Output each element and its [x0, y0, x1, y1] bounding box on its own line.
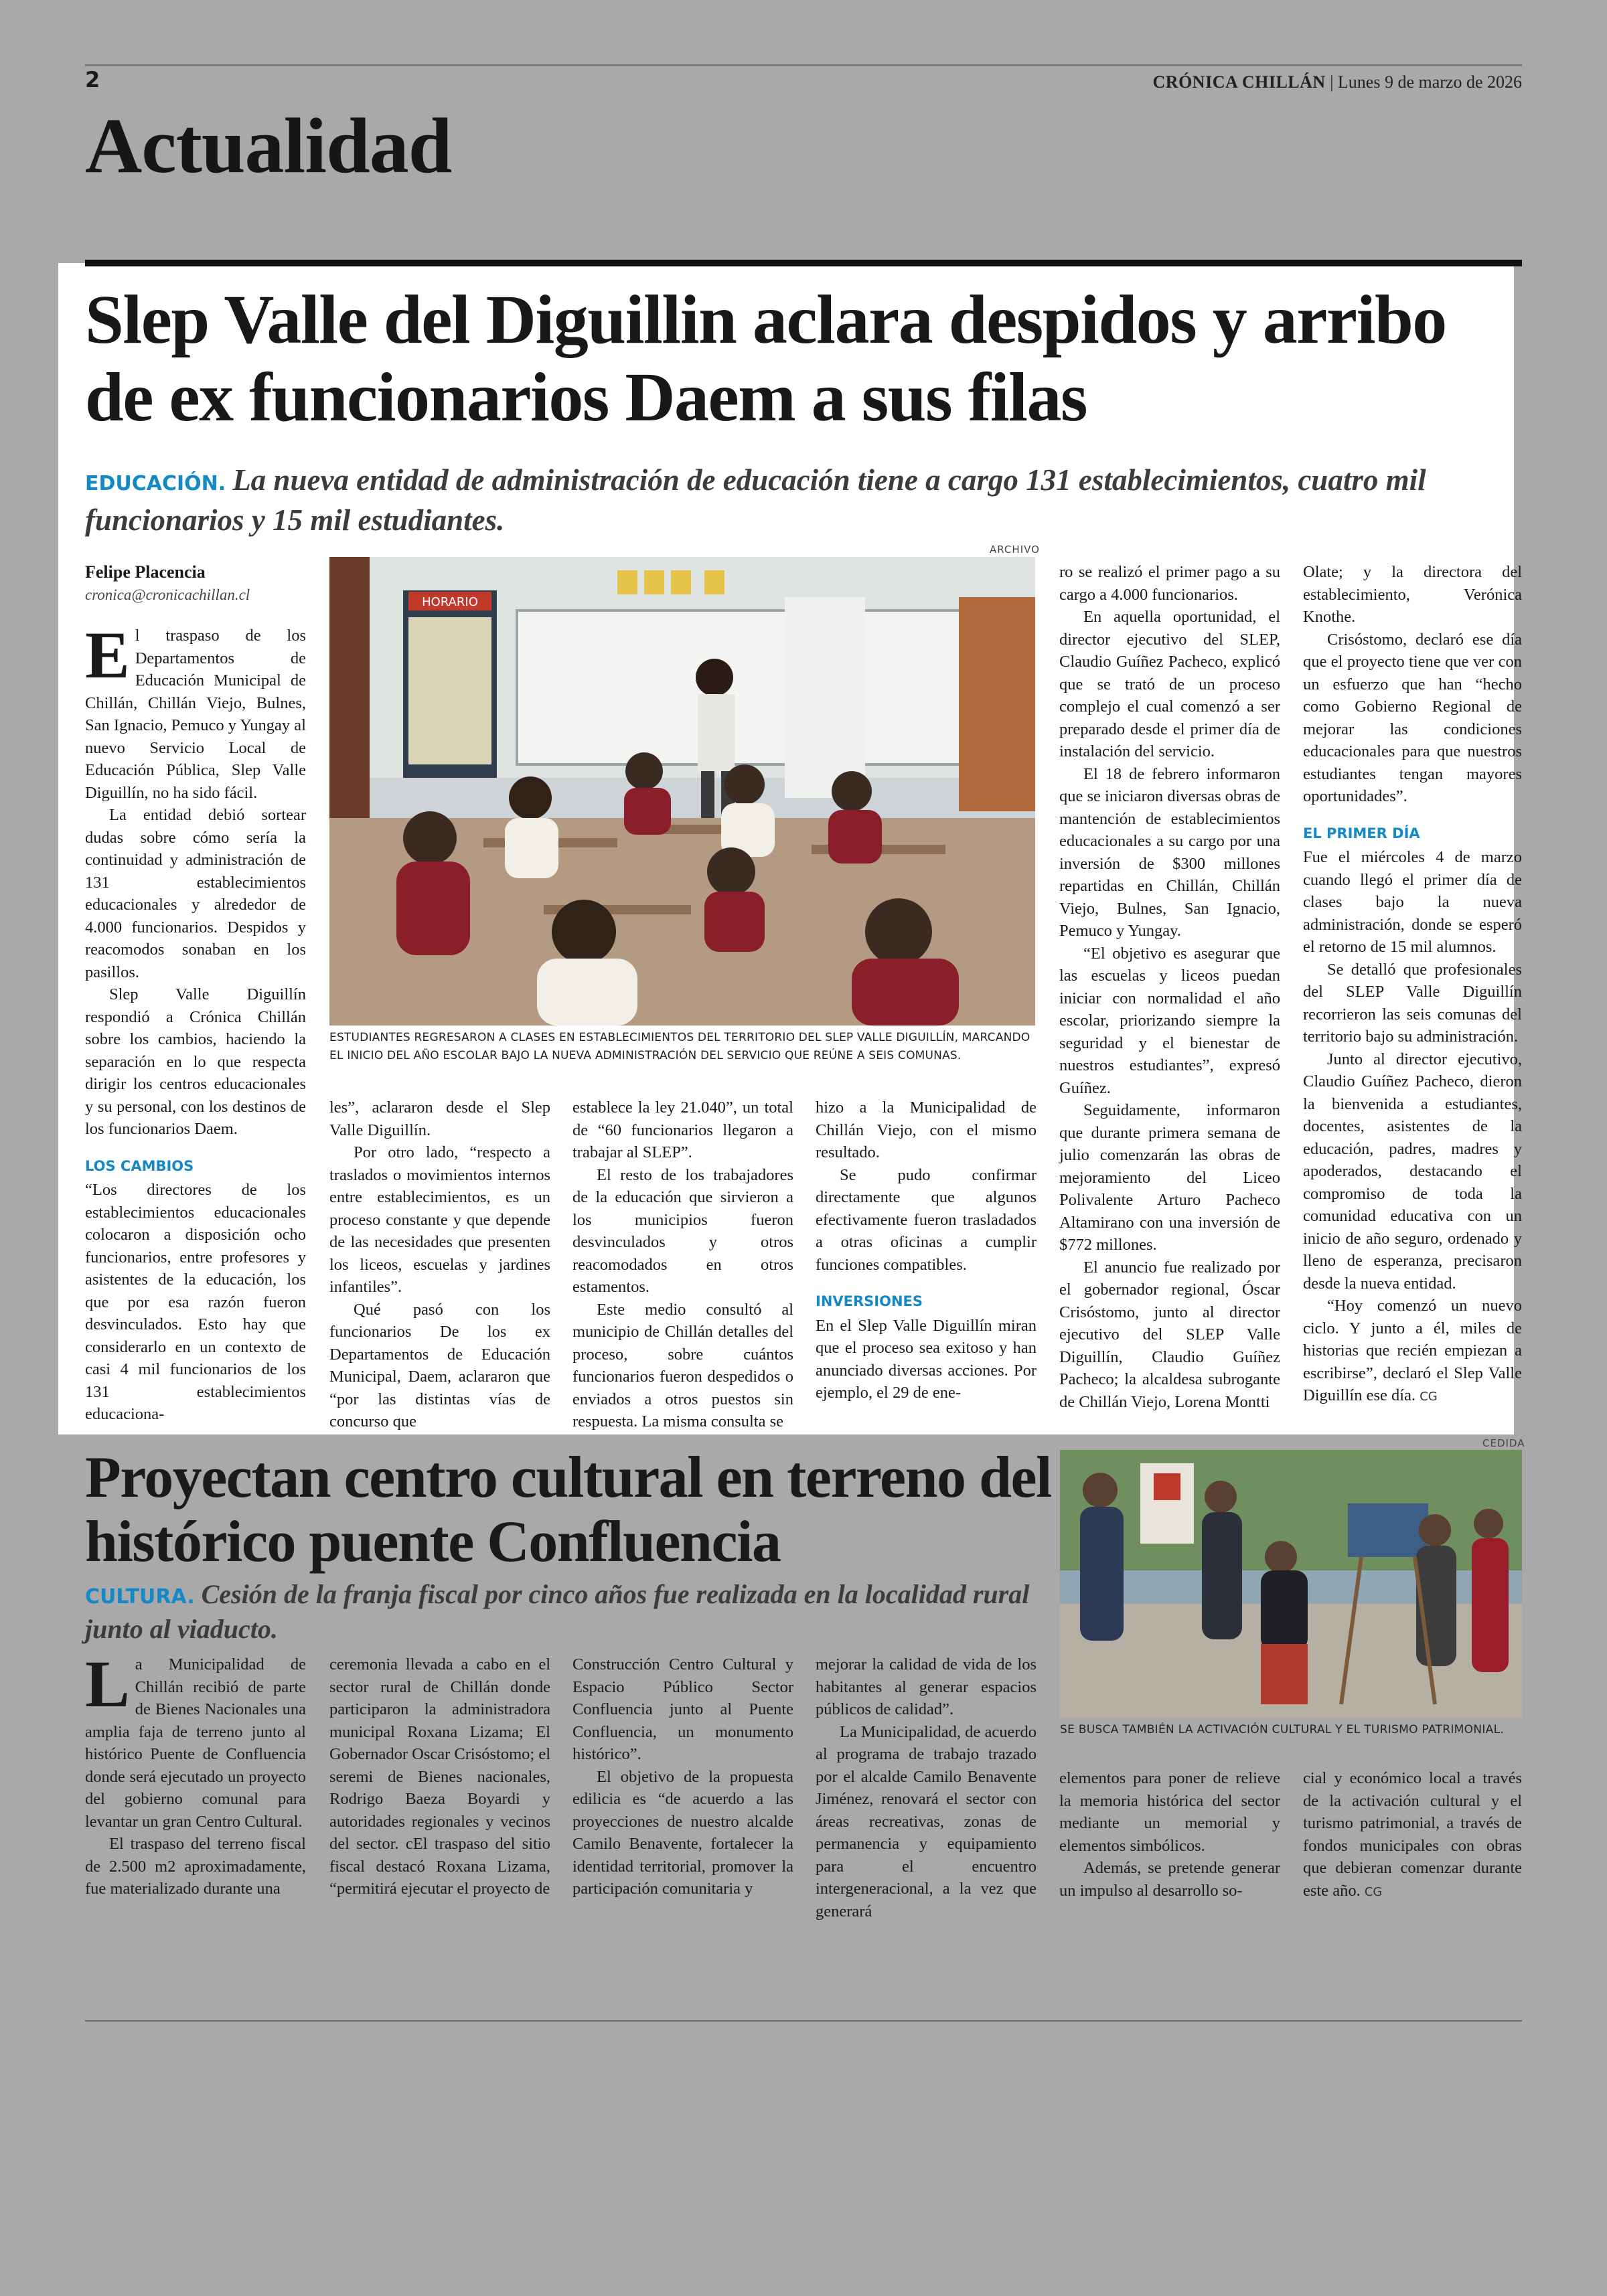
article-2-column-1: [85, 1647, 306, 1900]
article-2-kicker: CULTURA.: [85, 1585, 195, 1609]
paragraph: El anuncio fue realizado por el gobernador regional, Óscar Crisóstomo, junto al director ejecutivo del SLEP Valle Diguillín, Claudio Guíñez Pacheco; la alcaldesa subrogante de Chillán Viejo, Lorena Montti: [1059, 1258, 1280, 1411]
board-sign-text: HORARIO: [422, 595, 478, 609]
paragraph: Se pudo confirmar directamente que algunos efectivamente fueron trasladados a otras oficinas a cumplir funciones compatibles.: [816, 1165, 1037, 1274]
photo-2-credit: CEDIDA: [1482, 1437, 1525, 1449]
article-1-top-rule: [85, 260, 1522, 266]
paragraph: La Municipalidad, de acuerdo al programa de trabajo trazado por el alcalde Camilo Benavente Jiménez, renovará el sector con áreas recreativas, zonas de permanencia y equipamiento para el encuentro intergeneracional, a la vez que generará: [816, 1722, 1037, 1920]
subhead-inversiones: INVERSIONES: [816, 1293, 923, 1309]
article-1-column-1: [85, 618, 306, 1426]
paragraph: En aquella oportunidad, el director ejecutivo del SLEP, Claudio Guíñez Pacheco, explicó que se trató de un proceso complejo el cual comenzó a ser preparado desde el primer día de instalación del servicio.: [1059, 608, 1280, 760]
paragraph: “El objetivo es asegurar que las escuelas y liceos puedan iniciar con normalidad el año escolar, priorizando siempre la seguridad y el bienestar de nuestros estudiantes”, expresó Guíñez.: [1059, 944, 1280, 1097]
classroom-photo: [329, 557, 1035, 1026]
subhead-primer-dia: EL PRIMER DÍA: [1303, 825, 1420, 841]
article-1-author: Felipe Placencia: [85, 562, 206, 582]
photo-2-caption: SE BUSCA TAMBIÉN LA ACTIVACIÓN CULTURAL Y EL TURISMO PATRIMONIAL.: [1060, 1723, 1505, 1736]
publication-name: CRÓNICA CHILLÁN: [1152, 72, 1326, 92]
footer-rule: [85, 2020, 1522, 2022]
ceremony-photo: [1060, 1450, 1522, 1718]
article-2-column-4: [816, 1653, 1037, 1922]
paragraph: a Municipalidad de Chillán recibió de parte de Bienes Nacionales una amplia faja de terreno junto al histórico Puente de Confluencia donde será ejecutado un proyecto del gobierno comunal para levantar un gran Centro Cultural.: [85, 1655, 306, 1831]
paragraph: [1303, 1295, 1522, 1408]
paragraph: Construcción Centro Cultural y Espacio Público Sector Confluencia junto al Puente Confluencia, un monumento histórico”.: [572, 1655, 793, 1763]
paragraph: Por otro lado, “respecto a traslados o movimientos internos entre establecimientos, es un proceso constante y que depende de las necesidades que presenten los liceos, escuelas y jardines infantiles”.: [329, 1143, 550, 1296]
classroom-illustration: [329, 557, 1035, 1026]
article-2-deck: [85, 1578, 1056, 1645]
paragraph: Seguidamente, informaron que durante primera semana de julio comenzarán las obras de mejoramiento del Liceo Polivalente Arturo Pacheco Altamirano con una inversión de $772 millones.: [1059, 1101, 1280, 1254]
article-2-column-2: [329, 1653, 550, 1900]
article-1-deck-text: La nueva entidad de administración de educación tiene a cargo 131 establecimientos, cuatro mil funcionarios y 15 mil estudiantes.: [85, 463, 1426, 537]
closing-text: cial y económico local a través de la activación cultural y el turismo patrimonial, a través de fondos municipales con obras que debieran comenzar durante este año.: [1303, 1769, 1522, 1900]
section-title: Actualidad: [85, 102, 452, 189]
article-1-column-4: [816, 1096, 1037, 1404]
ceremony-illustration: [1060, 1450, 1522, 1718]
article-1-column-5: [1059, 561, 1280, 1413]
paragraph: El traspaso del terreno fiscal de 2.500 m2 aproximadamente, fue materializado durante una: [85, 1835, 306, 1898]
photo-1-caption: ESTUDIANTES REGRESARON A CLASES EN ESTABLECIMIENTOS DEL TERRITORIO DEL SLEP VALLE DIGUILLÍN, MARCANDO EL INICIO DEL AÑO ESCOLAR BAJO LA NUEVA ADMINISTRACIÓN DEL SERVICIO QUE REÚNE A SEIS COMUNAS.: [329, 1031, 1030, 1062]
article-2-deck-text: Cesión de la franja fiscal por cinco años fue realizada en la localidad rural junto al viaducto.: [85, 1579, 1030, 1644]
paragraph: mejorar la calidad de vida de los habitantes al generar espacios públicos de calidad”.: [816, 1655, 1037, 1718]
paragraph: Este medio consultó al municipio de Chillán detalles del proceso, sobre cuántos funcionarios fueron despedidos o enviados a otros puestos sin respuesta. La misma consulta se: [572, 1300, 793, 1430]
paragraph: les”, aclararon desde el Slep Valle Diguillín.: [329, 1098, 550, 1139]
end-mark-icon: CG: [1364, 1884, 1383, 1899]
paragraph: Crisóstomo, declaró ese día que el proyecto tiene que ver con un esfuerzo que han “hecho como Gobierno Regional de mejorar las condiciones educacionales para que nuestros estudiantes tengan mayores oportunidades”.: [1303, 630, 1522, 805]
header-rule: [85, 64, 1522, 66]
paragraph: elementos para poner de relieve la memoria histórica del sector mediante un memorial y elementos simbólicos.: [1059, 1769, 1280, 1855]
photo-1-credit: ARCHIVO: [990, 544, 1040, 556]
paragraph: El objetivo de la propuesta edilicia es “de acuerdo a las proyecciones de nuestro alcalde Camilo Benavente, fortalecer la identidad territorial, promover la participación comunitaria y: [572, 1767, 793, 1898]
paragraph: ro se realizó el primer pago a su cargo a 4.000 funcionarios.: [1059, 563, 1280, 604]
paragraph: Fue el miércoles 4 de marzo cuando llegó el primer día de clases bajo la nueva administración, donde se esperó el retorno de 15 mil alumnos.: [1303, 848, 1522, 956]
article-1-deck: [85, 462, 1522, 538]
issue-date: Lunes 9 de marzo de 2026: [1337, 72, 1522, 92]
article-1-column-2: [329, 1096, 550, 1433]
article-2-column-3: [572, 1653, 793, 1900]
paragraph: Qué pasó con los funcionarios De los ex Departamentos de Educación Municipal, Daem, aclararon que “por las distintas vías de concurso que: [329, 1300, 550, 1430]
paragraph: Además, se pretende generar un impulso al desarrollo so-: [1059, 1859, 1280, 1900]
article-2-column-6: [1303, 1767, 1522, 1903]
subhead-los-cambios: LOS CAMBIOS: [85, 1157, 194, 1174]
article-1-column-6: [1303, 561, 1522, 1408]
end-mark-icon: CG: [1420, 1390, 1438, 1404]
masthead: CRÓNICA CHILLÁN | Lunes 9 de marzo de 2026: [1152, 72, 1522, 92]
article-2-column-5: [1059, 1767, 1280, 1902]
page-number: 2: [85, 67, 100, 92]
paragraph: hizo a la Municipalidad de Chillán Viejo, con el mismo resultado.: [816, 1098, 1037, 1161]
closing-quote: “Hoy comenzó un nuevo ciclo. Y junto a él, miles de historias que recién empiezan a escribirse”, declaró el Slep Valle Diguillín ese día.: [1303, 1297, 1522, 1404]
article-1-kicker: EDUCACIÓN.: [85, 472, 226, 495]
paragraph: En el Slep Valle Diguillín miran que el proceso sea exitoso y han anunciado diversas acciones. Por ejemplo, el 29 de ene-: [816, 1316, 1037, 1402]
paragraph: “Los directores de los establecimientos educacionales colocaron a disposición ocho funcionarios, entre profesores y asistentes de la educación, los que por esa razón fueron desvinculados. Esto hay que considerarlo en un contexto de casi 4 mil funcionarios de los 131 establecimientos educaciona-: [85, 1181, 306, 1423]
article-2-headline: Proyectan centro cultural en terreno del histórico puente Confluencia: [85, 1445, 1051, 1574]
paragraph: El 18 de febrero informaron que se iniciaron diversas obras de mantención de establecimientos educacionales a su cargo por una inversión de $300 millones repartidas en Chillán, Chillán Viejo, Bulnes, San Ignacio, Pemuco y Yungay.: [1059, 764, 1280, 940]
paragraph: El resto de los trabajadores de la educación que sirvieron a los municipios fueron desvinculados y otros reacomodados en otros estamentos.: [572, 1165, 793, 1296]
article-2-dropcap: L: [85, 1647, 130, 1721]
paragraph: Slep Valle Diguillín respondió a Crónica Chillán sobre los cambios, haciendo la separación en lo que respecta dirigir los centros educacionales y su personal, con los destinos de los funcionarios Daem.: [85, 985, 306, 1138]
paragraph: [1303, 1767, 1522, 1903]
article-1-headline: Slep Valle del Diguillin aclara despidos y arribo de ex funcionarios Daem a sus filas: [85, 281, 1446, 436]
paragraph: establece la ley 21.040”, un total de “60 funcionarios llegaron a trabajar al SLEP”.: [572, 1098, 793, 1161]
paragraph: Se detalló que profesionales del SLEP Valle Diguillín recorrieron las seis comunas del territorio bajo su administración.: [1303, 960, 1522, 1046]
article-1-dropcap: E: [85, 618, 130, 692]
paragraph: Junto al director ejecutivo, Claudio Guíñez Pacheco, dieron la bienvenida a estudiantes, docentes, asistentes de la educación, padres, madres y apoderados, destacando el compromiso de toda la comunidad educativa con un inicio de año seguro, ordenado y lleno de esperanza, precisaron desde la nueva entidad.: [1303, 1050, 1522, 1293]
paragraph: La entidad debió sortear dudas sobre cómo sería la continuidad y administración de 131 establecimientos educacionales y alrededor de 4.000 funcionarios. Despidos y reacomodos sonaban en los pasillos.: [85, 806, 306, 981]
paragraph: l traspaso de los Departamentos de Educación Municipal de Chillán, Chillán Viejo, Bulnes, San Ignacio, Pemuco y Yungay al nuevo Servicio Local de Educación Pública, Slep Valle Diguillín, no ha sido fácil.: [85, 627, 306, 802]
paragraph: Olate; y la directora del establecimiento, Verónica Knothe.: [1303, 563, 1522, 626]
article-1-email[interactable]: cronica@cronicachillan.cl: [85, 586, 250, 603]
paragraph: ceremonia llevada a cabo en el sector rural de Chillán donde participaron la administradora municipal Roxana Lizama; El Gobernador Oscar Crisóstomo; el seremi de Bienes nacionales, Rodrigo Baeza Boyardi y autoridades regionales y vecinos del sector. cEl traspaso del sitio fiscal destacó Roxana Lizama, “permitirá ejecutar el proyecto de: [329, 1655, 550, 1898]
article-1-column-3: [572, 1096, 793, 1433]
